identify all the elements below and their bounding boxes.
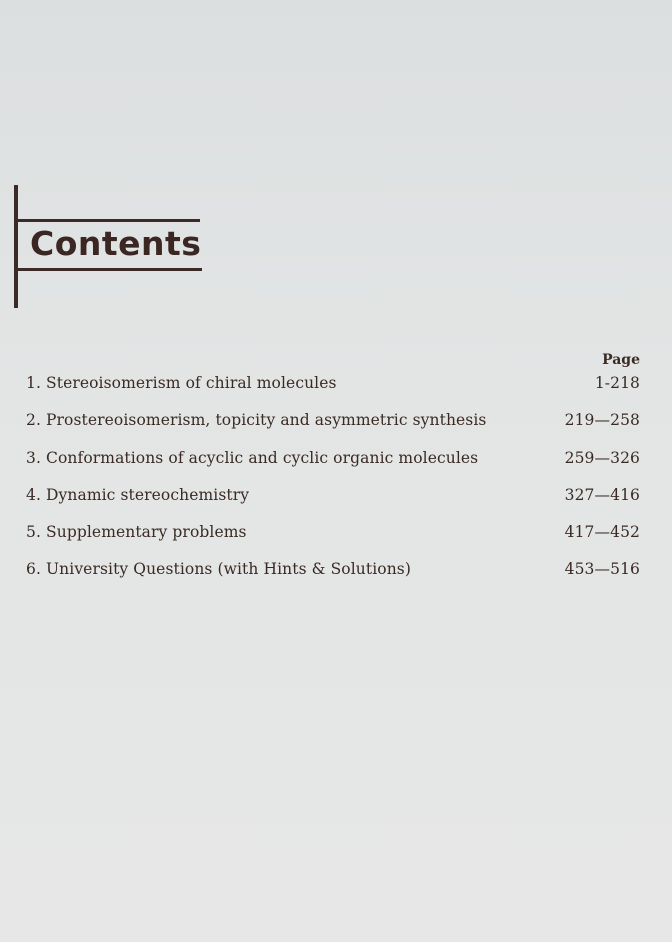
toc-entry-pages: 453—516 bbox=[564, 560, 640, 579]
toc-entry-label: 4. Dynamic stereochemistry bbox=[26, 485, 250, 504]
toc-entry[interactable] bbox=[26, 411, 640, 448]
toc-entry-pages: 327—416 bbox=[564, 485, 640, 504]
toc-entry-label: 5. Supplementary problems bbox=[26, 523, 247, 542]
toc-entry-pages: 219—258 bbox=[564, 411, 640, 430]
toc-entry-pages: 259—326 bbox=[564, 448, 640, 467]
toc-entry-pages: 1-218 bbox=[594, 374, 640, 392]
toc-entry-label: 6. University Questions (with Hints & Solutions) bbox=[26, 560, 411, 579]
title-bottom-rule bbox=[18, 268, 202, 271]
toc-entry[interactable] bbox=[26, 449, 640, 486]
toc-entry-label: 1. Stereoisomerism of chiral molecules bbox=[26, 374, 337, 392]
toc-entry[interactable] bbox=[26, 486, 640, 523]
toc-entry-pages: 417—452 bbox=[564, 523, 640, 542]
title-vertical-rule bbox=[14, 185, 18, 308]
toc-entry[interactable] bbox=[26, 374, 640, 411]
page-column-header: Page bbox=[602, 352, 640, 368]
table-of-contents bbox=[26, 374, 640, 598]
toc-entry-label: 2. Prostereoisomerism, topicity and asymmetric synthesis bbox=[26, 411, 487, 430]
toc-entry[interactable] bbox=[26, 523, 640, 560]
page-title: Contents bbox=[30, 224, 202, 263]
title-top-rule bbox=[18, 219, 200, 222]
toc-entry-label: 3. Conformations of acyclic and cyclic organic molecules bbox=[26, 448, 479, 467]
toc-entry[interactable] bbox=[26, 560, 640, 597]
